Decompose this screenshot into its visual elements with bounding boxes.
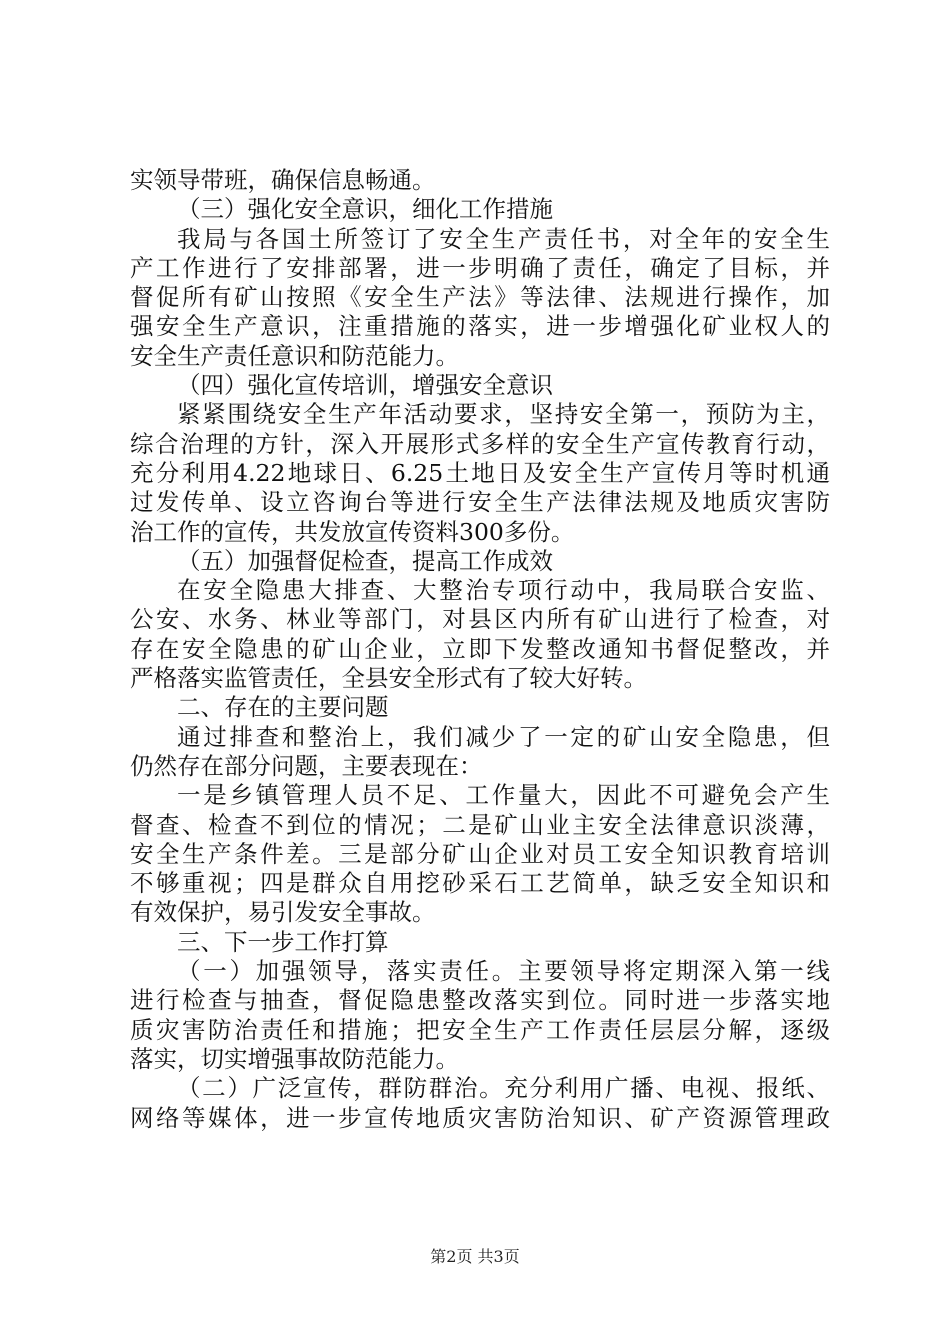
text-line: 二、存在的主要问题 xyxy=(177,693,389,722)
text-line: （三）强化安全意识，细化工作措施 xyxy=(177,195,553,224)
text-line: 综合治理的方针，深入开展形式多样的安全生产宣传教育行动， xyxy=(130,429,830,458)
text-line: 在安全隐患大排查、大整治专项行动中，我局联合安监、 xyxy=(177,576,830,605)
text-line: 进行检查与抽查，督促隐患整改落实到位。同时进一步落实地 xyxy=(130,986,830,1015)
text-line: 治工作的宣传，共发放宣传资料300多份。 xyxy=(130,517,575,546)
text-line: 三、下一步工作打算 xyxy=(177,927,389,956)
page-number-label: 第2页 共3页 xyxy=(430,1247,520,1266)
text-line: 充分利用4.22地球日、6.25土地日及安全生产宣传月等时机通 xyxy=(130,458,830,487)
text-line: 公安、水务、林业等部门，对县区内所有矿山进行了检查，对 xyxy=(130,605,830,634)
document-body xyxy=(130,166,830,1133)
text-line: 实领导带班，确保信息畅通。 xyxy=(130,166,436,194)
text-line: 一是乡镇管理人员不足、工作量大，因此不可避免会产生 xyxy=(177,781,830,810)
text-line: 网络等媒体，进一步宣传地质灾害防治知识、矿产资源管理政 xyxy=(130,1103,830,1132)
text-line: 安全生产条件差。三是部分矿山企业对员工安全知识教育培训 xyxy=(130,839,830,868)
text-line: （五）加强督促检查，提高工作成效 xyxy=(177,546,553,575)
text-line: 强安全生产意识，注重措施的落实，进一步增强化矿业权人的 xyxy=(130,312,830,341)
text-line: 严格落实监管责任，全县安全形式有了较大好转。 xyxy=(130,664,647,693)
text-line: 通过排查和整治上，我们减少了一定的矿山安全隐患，但 xyxy=(177,722,830,751)
text-line: 紧紧围绕安全生产年活动要求，坚持安全第一，预防为主， xyxy=(177,400,830,429)
text-line: 产工作进行了安排部署，进一步明确了责任，确定了目标，并 xyxy=(130,253,830,282)
text-line: 我局与各国土所签订了安全生产责任书，对全年的安全生 xyxy=(177,224,830,253)
text-line: （四）强化宣传培训，增强安全意识 xyxy=(177,371,553,400)
text-line: （一）加强领导，落实责任。主要领导将定期深入第一线 xyxy=(177,957,830,986)
text-line: 督查、检查不到位的情况；二是矿山业主安全法律意识淡薄， xyxy=(130,810,830,839)
text-line: 仍然存在部分问题，主要表现在： xyxy=(130,751,483,780)
page-footer xyxy=(0,1244,950,1267)
text-line: 过发传单、设立咨询台等进行安全生产法律法规及地质灾害防 xyxy=(130,488,830,517)
text-line: 安全生产责任意识和防范能力。 xyxy=(130,341,459,370)
text-line: 督促所有矿山按照《安全生产法》等法律、法规进行操作，加 xyxy=(130,283,830,312)
text-line: 质灾害防治责任和措施；把安全生产工作责任层层分解，逐级 xyxy=(130,1015,830,1044)
text-line: 不够重视；四是群众自用挖砂采石工艺简单，缺乏安全知识和 xyxy=(130,869,830,898)
text-line: 落实，切实增强事故防范能力。 xyxy=(130,1044,459,1073)
text-line: 存在安全隐患的矿山企业，立即下发整改通知书督促整改，并 xyxy=(130,634,830,663)
text-line: （二）广泛宣传，群防群治。充分利用广播、电视、报纸、 xyxy=(177,1074,830,1103)
text-line: 有效保护，易引发安全事故。 xyxy=(130,898,436,927)
